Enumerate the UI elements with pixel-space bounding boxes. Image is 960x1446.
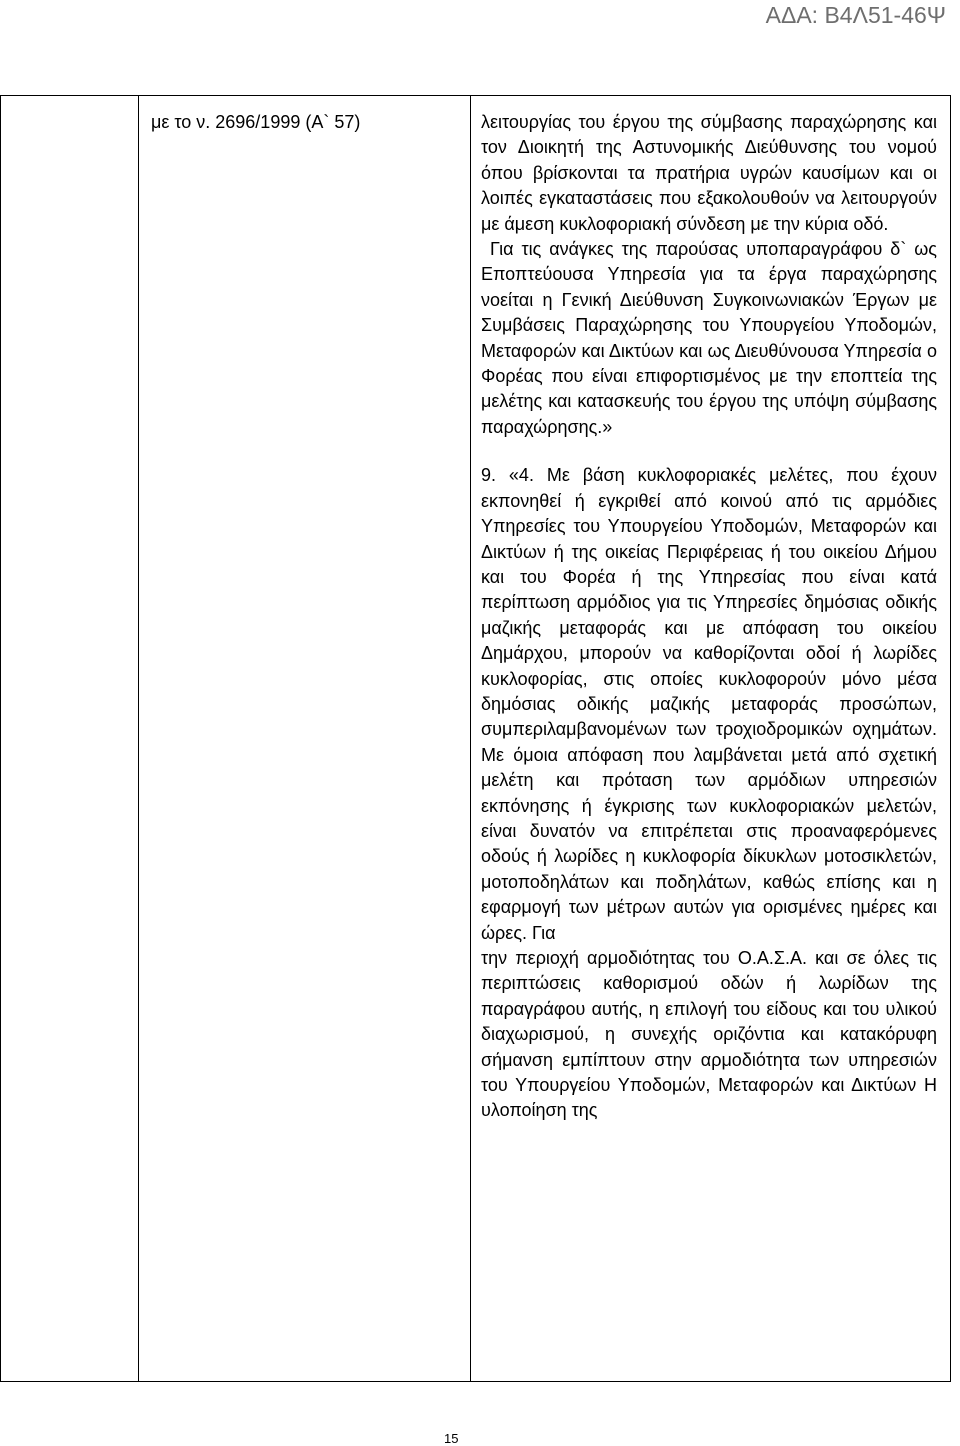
ada-header: ΑΔΑ: Β4Λ51-46Ψ [765, 2, 946, 28]
paragraph-4: την περιοχή αρμοδιότητας του Ο.Α.Σ.Α. και σε όλες τις περιπτώσεις καθορισμού οδών ή λωρίδων της παραγράφου αυτής, η επιλογή του είδους και του υλικού διαχωρισμού, η συνεχής οριζόντια και κατακόρυφη σήμανση εμπίπτουν στην αρμοδιότητα των υπηρεσιών του Υπουργείου Υποδομών, Μεταφορών και Δικτύων Η υλοποίηση της [481, 948, 937, 1121]
reference-text: με το ν. 2696/1999 (Α` 57) [151, 112, 361, 132]
page-number: 15 [444, 1431, 459, 1446]
table-cell-empty [1, 96, 139, 1382]
table-cell-reference [139, 96, 471, 1382]
paragraph-3: 9. «4. Με βάση κυκλοφοριακές μελέτες, που έχουν εκπονηθεί ή εγκριθεί από κοινού από τις αρμόδιες Υπηρεσίες του Υπουργείου Υποδομών, Μεταφορών και Δικτύων ή της οικείας Περιφέρειας ή του οικείου Δήμου και του Φορέα ή της Υπηρεσίας που είναι κατά περίπτωση αρμόδιος για τις Υπηρεσίες δημόσιας οδικής μαζικής μεταφοράς και με απόφαση του οικείου Δημάρχου, μπορούν να καθορίζονται οδοί ή λωρίδες κυκλοφορίας, στις οποίες κυκλοφορούν μόνο μέσα δημόσιας οδικής μαζικής μεταφοράς προσώπων, συμπεριλαμβανομένων των τροχιοδρομικών οχημάτων. Με όμοια απόφαση που λαμβάνεται μετά από σχετική μελέτη και πρόταση των αρμόδιων υπηρεσιών εκπόνησης ή έγκρισης των κυκλοφοριακών μελετών, είναι δυνατόν να επιτρέπεται στις προαναφερόμενες οδούς ή λωρίδες η κυκλοφορία δίκυκλων μοτοσικλετών, μοτοποδηλάτων και ποδηλάτων, καθώς επίσης και η εφαρμογή των μέτρων αυτών για ορισμένες ημέρες και ώρες. Για [481, 465, 937, 943]
paragraph-1: λειτουργίας του έργου της σύμβασης παραχώρησης και τον Διοικητή της Αστυνομικής Διεύθυνσης του νομού όπου βρίσκονται τα πρατήρια υγρών καυσίμων και οι λοιπές εγκαταστάσεις που εξακολουθούν να λειτουργούν με άμεση κυκλοφοριακή σύνδεση με την κύρια οδό. [481, 112, 937, 234]
paragraph-2: Για τις ανάγκες της παρούσας υποπαραγράφου δ` ως Εποπτεύουσα Υπηρεσία για τα έργα παραχώρησης νοείται η Γενική Διεύθυνση Συγκοινωνιακών Έργων με Συμβάσεις Παραχώρησης του Υπουργείου Υποδομών, Μεταφορών και Δικτύων και ως Διευθύνουσα Υπηρεσία ο Φορέας που είναι επιφορτισμένος με την εποπτεία της μελέτης και κατασκευής του έργου της υπόψη σύμβασης παραχώρησης.» [481, 239, 937, 437]
table-cell-content [471, 96, 951, 1382]
table-row [1, 96, 951, 1382]
document-table [0, 95, 951, 1382]
